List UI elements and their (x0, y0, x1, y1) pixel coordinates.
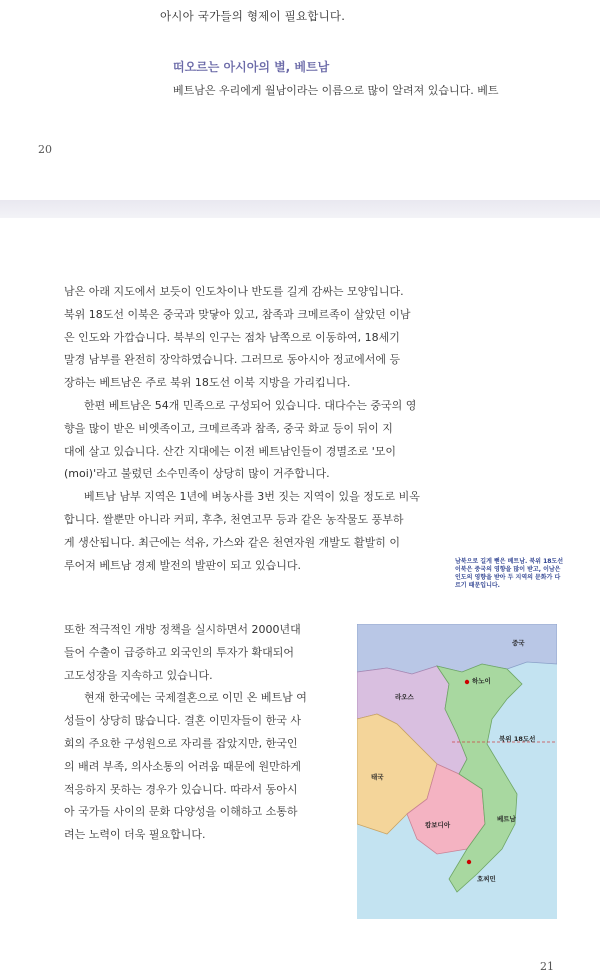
vietnam-map (357, 624, 557, 919)
text-line: 루어져 베트남 경제 발전의 발판이 되고 있습니다. (64, 558, 301, 572)
continued-text-line: 아시아 국가들의 형제이 필요합니다. (160, 9, 346, 23)
label-hochiminh: 호찌민 (477, 875, 496, 883)
label-laos: 라오스 (395, 693, 414, 701)
text-line: 한편 베트남은 54개 민족으로 구성되어 있습니다. 대다수는 중국의 영 (84, 398, 417, 412)
label-china: 중국 (512, 639, 525, 647)
paragraph-4 (64, 619, 346, 687)
text-line: 말경 남부를 완전히 장악하였습니다. 그러므로 동아시아 정교에서에 등 (64, 353, 401, 367)
text-line: 또한 적극적인 개방 정책을 실시하면서 2000년대 (64, 623, 301, 636)
page-number-left: 20 (38, 143, 52, 156)
text-line: 현재 한국에는 국제결혼으로 이민 온 베트남 여 (84, 691, 307, 705)
text-line: 베트남 남부 지역은 1년에 벼농사를 3번 짓는 지역이 있을 정도로 비옥 (84, 490, 420, 504)
label-vietnam: 베트남 (497, 815, 516, 823)
section-heading: 떠오르는 아시아의 별, 베트남 (173, 60, 330, 74)
label-north-18: 북위 18도선 (499, 735, 536, 743)
page-number-right: 21 (540, 960, 554, 970)
page-divider (0, 200, 600, 218)
hochiminh-dot (467, 860, 471, 864)
china-region (357, 624, 557, 674)
text-line: 향을 많이 받은 비엣족이고, 크메르족과 참족, 중국 화교 등이 뒤이 지 (64, 421, 393, 435)
text-line: 적응하지 못하는 경우가 있습니다. 따라서 동아시 (64, 782, 298, 796)
map-graphic (357, 624, 557, 919)
text-line: 아 국가들 사이의 문화 다양성을 이해하고 소통하 (64, 805, 298, 819)
hanoi-dot (465, 680, 469, 684)
text-line: 합니다. 쌀뿐만 아니라 커피, 후추, 천연고무 등과 같은 농작물도 풍부하 (64, 512, 404, 526)
paragraph-2 (64, 395, 444, 486)
body-text-full-width (64, 281, 444, 577)
section-intro-line: 베트남은 우리에게 월남이라는 이름으로 많이 알려져 있습니다. 베트 (173, 84, 499, 97)
paragraph-5 (64, 687, 346, 847)
text-line: 고도성장을 지속하고 있습니다. (64, 668, 213, 682)
paragraph-3 (64, 486, 444, 577)
label-thailand: 태국 (371, 773, 384, 781)
text-line: 대에 살고 있습니다. 산간 지대에는 이전 베트남인들이 경멸조로 '모이 (64, 444, 397, 458)
body-text-wrapped (64, 619, 346, 847)
text-line: 의 배려 부족, 의사소통의 어려움 때문에 원만하게 (64, 759, 301, 773)
label-hanoi: 하노이 (472, 677, 491, 685)
label-cambodia: 캄보디아 (425, 821, 451, 829)
text-line: 은 인도와 가깝습니다. 북부의 인구는 점차 남쪽으로 이동하여, 18세기 (64, 330, 400, 344)
paragraph-1 (64, 281, 444, 395)
text-line: 회의 주요한 구성원으로 자리를 잡았지만, 한국인 (64, 736, 298, 750)
text-line: 장하는 베트남은 주로 북위 18도선 이북 지방을 가리킵니다. (64, 376, 351, 390)
map-caption: 남북으로 길게 뻗은 베트남. 북위 18도선 이북은 중국의 영향을 많이 받고, 이남은 인도의 영향을 받아 두 지역의 문화가 다르기 때문입니다. (455, 558, 564, 589)
right-page (0, 218, 600, 970)
text-line: 남은 아래 지도에서 보듯이 인도차이나 반도를 길게 감싸는 모양입니다. (64, 285, 404, 298)
text-line: 성들이 상당히 많습니다. 결혼 이민자들이 한국 사 (64, 714, 301, 728)
text-line: 들어 수출이 급증하고 외국인의 투자가 확대되어 (64, 645, 295, 659)
text-line: (moi)'라고 불렀던 소수민족이 상당히 많이 거주합니다. (64, 467, 330, 481)
text-line: 려는 노력이 더욱 필요합니다. (64, 828, 206, 842)
text-line: 게 생산됩니다. 최근에는 석유, 가스와 같은 천연자원 개발도 활발히 이 (64, 535, 400, 549)
left-page-bottom (0, 0, 600, 200)
text-line: 북위 18도선 이북은 중국과 맞닿아 있고, 참족과 크메르족이 살았던 이남 (64, 307, 411, 321)
